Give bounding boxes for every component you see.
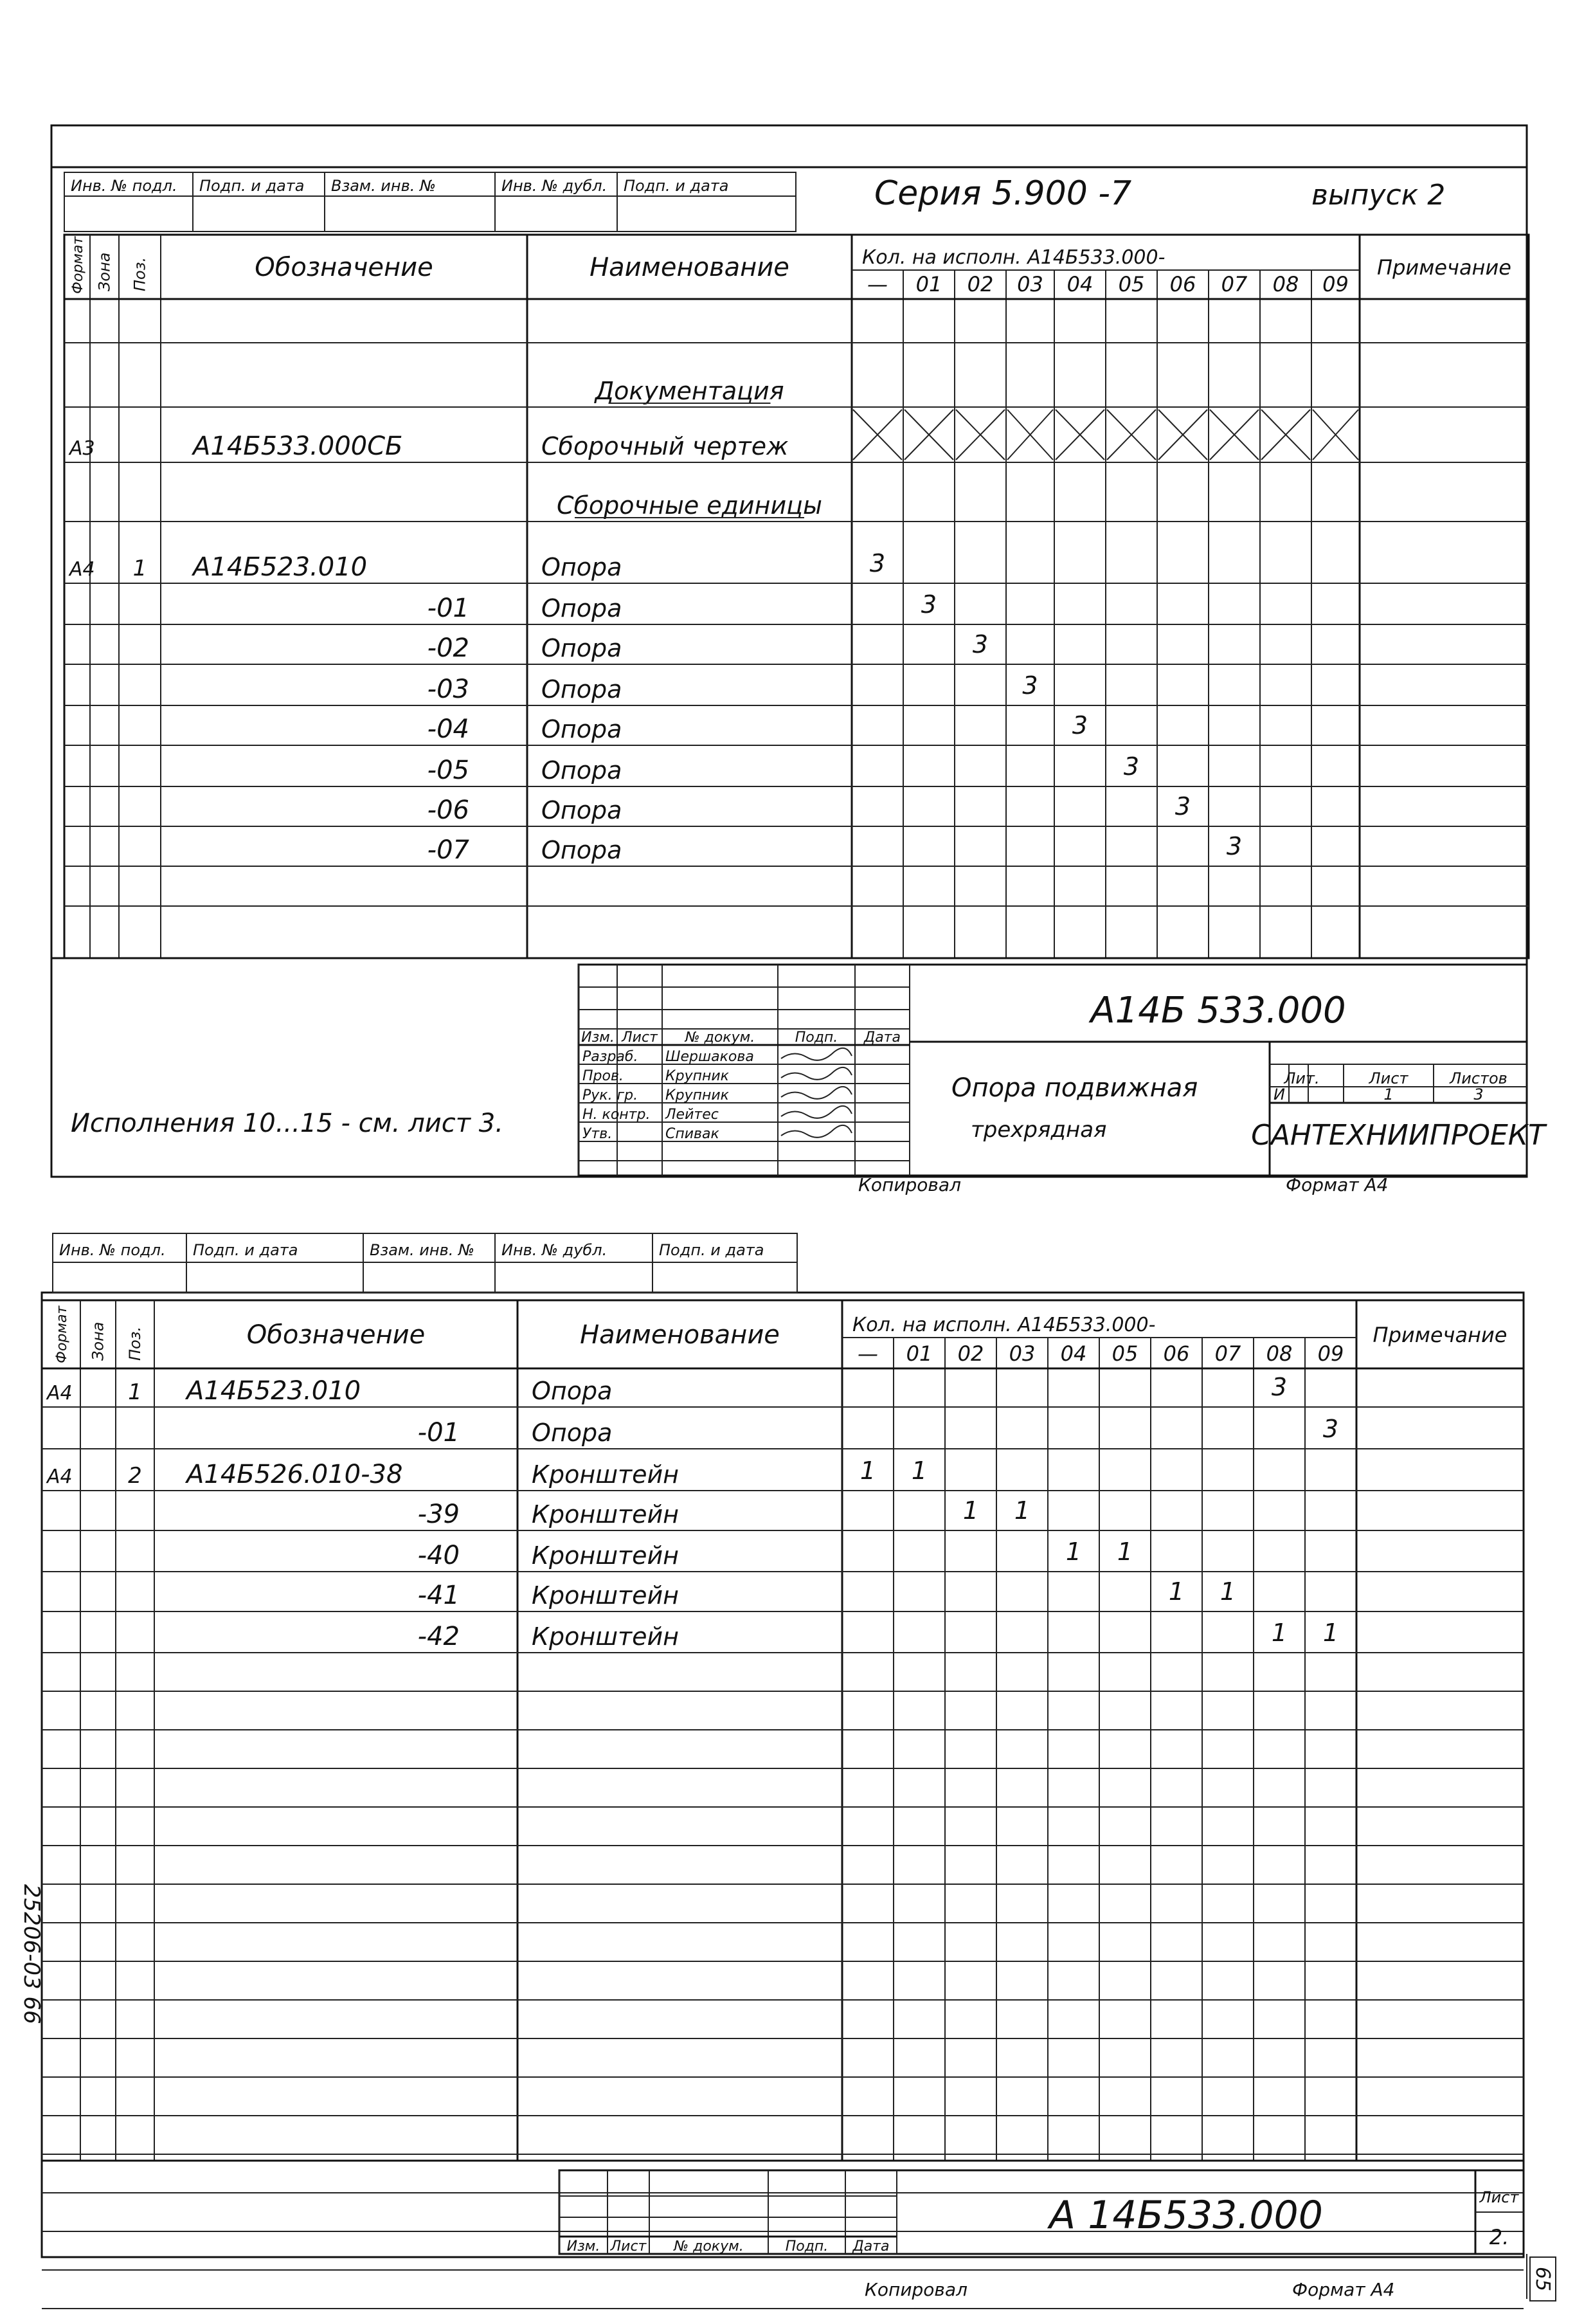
qty-cell: 1 xyxy=(962,1496,979,1525)
signer-role: Рук. гр. xyxy=(582,1087,638,1103)
rev-header: Дата xyxy=(864,1030,901,1046)
cell-name: Опора xyxy=(541,796,622,824)
cell-designation: -42 xyxy=(417,1622,460,1651)
sheet-2-frame xyxy=(42,1293,1524,2257)
col-header-designation: Обозначение xyxy=(246,1320,426,1350)
qty-cell: 1 xyxy=(1271,1619,1288,1647)
sheet-value: 1 xyxy=(1383,1085,1394,1103)
variant-label: 01 xyxy=(906,1341,933,1366)
cell-pos: 2 xyxy=(128,1463,142,1489)
cell-name: Опора xyxy=(541,553,622,581)
qty-cross-mark xyxy=(1261,410,1310,460)
signature xyxy=(781,1125,852,1138)
qty-cell: 3 xyxy=(972,630,989,658)
stamp-header: Подп. и дата xyxy=(624,177,729,195)
stamp-header: Инв. № подл. xyxy=(59,1241,166,1259)
rev-header: Лист xyxy=(610,2238,647,2255)
cell-designation: -39 xyxy=(417,1500,460,1529)
stamp-header: Подп. и дата xyxy=(659,1241,764,1259)
col-header-qty: Кол. на исполн. А14Б533.000- xyxy=(862,246,1166,269)
col-header-zone: Зона xyxy=(89,1321,107,1361)
qty-cell: 1 xyxy=(1014,1496,1030,1525)
section-heading: Сборочные единицы xyxy=(556,491,823,520)
doc-number: А14Б 533.000 xyxy=(1090,990,1346,1031)
stamp-header: Подп. и дата xyxy=(199,177,305,195)
col-header-zone: Зона xyxy=(95,252,114,291)
qty-cross-mark xyxy=(1056,410,1104,460)
doc-number: А 14Б533.000 xyxy=(1049,2193,1323,2238)
variant-label: 02 xyxy=(957,1341,984,1366)
cell-designation: -41 xyxy=(417,1581,460,1610)
qty-cell: 1 xyxy=(911,1457,928,1485)
cell-name: Опора xyxy=(541,715,622,743)
rev-header: Дата xyxy=(852,2238,890,2255)
rev-header: Подп. xyxy=(785,2238,829,2255)
signer-name: Шершакова xyxy=(665,1049,754,1065)
qty-cross-mark xyxy=(1007,410,1053,460)
stamp-header: Инв. № дубл. xyxy=(501,1241,608,1259)
cell-name: Кронштейн xyxy=(532,1460,680,1489)
qty-cell: 3 xyxy=(1022,671,1038,700)
cell-designation: -04 xyxy=(427,714,469,744)
col-header-format: Формат xyxy=(70,236,86,294)
footer-copied: Копировал xyxy=(858,1174,961,1195)
col-header-name: Наименование xyxy=(590,253,789,282)
stamp-header: Инв. № дубл. xyxy=(501,177,608,195)
qty-cell: 3 xyxy=(869,549,886,577)
variant-label: 07 xyxy=(1221,272,1248,296)
cell-designation: -01 xyxy=(427,594,469,623)
organization: САНТЕХНИИПРОЕКТ xyxy=(1251,1119,1545,1152)
signer-role: Разраб. xyxy=(582,1049,638,1065)
cell-pos: 1 xyxy=(128,1379,142,1405)
cell-designation: -03 xyxy=(427,675,469,704)
doc-title-line2: трехрядная xyxy=(971,1117,1107,1143)
qty-cell: 1 xyxy=(1065,1538,1082,1566)
qty-cross-mark xyxy=(1158,410,1207,460)
margin-stamp: 25206-03 66 xyxy=(19,1884,44,2024)
qty-cell: 3 xyxy=(1271,1373,1288,1401)
variant-label: 01 xyxy=(915,272,942,296)
series-label: Серия 5.900 -7 xyxy=(874,174,1132,213)
cell-name: Кронштейн xyxy=(532,1541,680,1570)
footer-format: Формат А4 xyxy=(1286,1174,1389,1195)
cell-format: А3 xyxy=(69,437,95,460)
cell-name: Опора xyxy=(532,1419,613,1447)
qty-cross-mark xyxy=(1313,410,1358,460)
cell-name: Кронштейн xyxy=(532,1622,680,1651)
variant-label: 05 xyxy=(1118,272,1145,296)
signer-role: Утв. xyxy=(582,1126,613,1142)
footer-format: Формат А4 xyxy=(1292,2279,1395,2300)
signature xyxy=(781,1106,852,1118)
rev-header: Лист xyxy=(622,1030,658,1046)
cell-name: Опора xyxy=(541,594,622,622)
cell-name: Опора xyxy=(541,675,622,704)
cell-designation: -05 xyxy=(427,756,469,785)
doc-title-line1: Опора подвижная xyxy=(951,1073,1198,1103)
col-header-qty: Кол. на исполн. А14Б533.000- xyxy=(852,1314,1156,1336)
col-header-designation: Обозначение xyxy=(255,253,433,282)
stamp-header: Подп. и дата xyxy=(193,1241,298,1259)
variant-label: 03 xyxy=(1009,1341,1036,1366)
variant-label: 02 xyxy=(967,272,994,296)
cell-name: Кронштейн xyxy=(532,1581,680,1610)
lit-value: И xyxy=(1274,1085,1285,1103)
cell-format: А4 xyxy=(69,558,95,581)
variant-label: 09 xyxy=(1322,272,1349,296)
variant-label: 08 xyxy=(1272,272,1299,296)
signer-name: Крупник xyxy=(665,1087,729,1103)
cell-designation: А14Б526.010-38 xyxy=(186,1460,403,1489)
cell-format: А4 xyxy=(47,1382,73,1404)
sheet-1-top-stamp xyxy=(64,172,796,231)
signature xyxy=(781,1048,852,1060)
cell-name: Опора xyxy=(532,1377,613,1405)
signature xyxy=(781,1087,852,1099)
sheet-label: Лист xyxy=(1369,1069,1408,1087)
variant-label: — xyxy=(867,272,888,296)
variant-label: 04 xyxy=(1060,1341,1087,1366)
lit-label: Лит. xyxy=(1284,1069,1320,1087)
col-header-note: Примечание xyxy=(1372,1323,1508,1347)
rev-header: Изм. xyxy=(581,1030,615,1046)
qty-cross-mark xyxy=(905,410,953,460)
sheet-1-note: Исполнения 10...15 - см. лист 3. xyxy=(71,1109,503,1138)
qty-cross-mark xyxy=(1210,410,1259,460)
cell-format: А4 xyxy=(47,1466,73,1488)
page-number: 65 xyxy=(1531,2267,1554,2292)
cell-pos: 1 xyxy=(132,556,147,581)
col-header-pos: Поз. xyxy=(126,1326,144,1361)
cell-name: Опора xyxy=(541,756,622,785)
qty-cross-mark xyxy=(853,410,902,460)
section-heading: Документация xyxy=(595,377,784,405)
variant-label: 05 xyxy=(1112,1341,1138,1366)
variant-label: — xyxy=(858,1341,878,1366)
cell-designation: -07 xyxy=(427,835,469,865)
variant-label: 06 xyxy=(1163,1341,1190,1366)
variant-label: 09 xyxy=(1317,1341,1344,1366)
signer-name: Спивак xyxy=(665,1126,719,1142)
variant-label: 04 xyxy=(1066,272,1094,296)
cell-name: Сборочный чертеж xyxy=(541,432,789,460)
col-header-pos: Поз. xyxy=(130,257,149,291)
qty-cell: 1 xyxy=(1168,1577,1185,1606)
cell-name: Опора xyxy=(541,836,622,864)
qty-cell: 3 xyxy=(1123,752,1140,781)
stamp-header: Взам. инв. № xyxy=(331,177,436,195)
cell-name: Опора xyxy=(541,634,622,662)
sheet-value: 2. xyxy=(1489,2225,1509,2249)
sheet-1-title-block xyxy=(579,965,1547,1176)
stamp-header: Взам. инв. № xyxy=(370,1241,474,1259)
signer-name: Лейтес xyxy=(665,1107,719,1123)
qty-cell: 1 xyxy=(1322,1619,1339,1647)
stamp-header: Инв. № подл. xyxy=(71,177,177,195)
sheet-2-top-stamp xyxy=(53,1233,797,1293)
signature xyxy=(781,1067,852,1080)
col-header-name: Наименование xyxy=(580,1320,780,1350)
qty-cell: 3 xyxy=(921,590,937,619)
qty-cell: 3 xyxy=(1072,711,1088,740)
signer-role: Н. контр. xyxy=(582,1107,651,1123)
cell-designation: -40 xyxy=(417,1541,460,1570)
cell-designation: А14Б533.000СБ xyxy=(193,431,403,461)
col-header-note: Примечание xyxy=(1377,255,1511,280)
footer-copied: Копировал xyxy=(865,2279,968,2300)
qty-cell: 3 xyxy=(1174,792,1191,821)
cell-designation: А14Б523.010 xyxy=(193,552,368,582)
rev-header: № докум. xyxy=(685,1030,755,1046)
qty-cell: 1 xyxy=(1117,1538,1133,1566)
variant-label: 03 xyxy=(1017,272,1043,296)
signer-name: Крупник xyxy=(665,1068,729,1084)
rev-header: № докум. xyxy=(674,2238,744,2255)
variant-label: 06 xyxy=(1169,272,1196,296)
qty-cross-mark xyxy=(956,410,1005,460)
cell-designation: -06 xyxy=(427,795,469,825)
sheet-label: Лист xyxy=(1479,2188,1519,2206)
qty-cell: 1 xyxy=(860,1457,876,1485)
variant-label: 07 xyxy=(1214,1341,1241,1366)
qty-cell: 3 xyxy=(1322,1415,1339,1443)
qty-cell: 3 xyxy=(1226,832,1243,860)
rev-header: Изм. xyxy=(566,2238,600,2255)
col-header-format: Формат xyxy=(54,1305,70,1363)
sheet-1 xyxy=(51,125,1547,1195)
sheet-1-spec-table xyxy=(51,235,1529,958)
sheets-label: Листов xyxy=(1450,1069,1508,1087)
signer-role: Пров. xyxy=(582,1068,624,1084)
variant-label: 08 xyxy=(1266,1341,1293,1366)
cell-designation: -01 xyxy=(417,1418,460,1448)
qty-cell: 1 xyxy=(1220,1577,1236,1606)
cell-designation: А14Б523.010 xyxy=(186,1376,361,1406)
cell-designation: -02 xyxy=(427,633,469,663)
sheet-2 xyxy=(42,1233,1524,2324)
sheets-value: 3 xyxy=(1473,1085,1484,1103)
qty-cross-mark xyxy=(1107,410,1156,460)
sheet-2-title-block xyxy=(42,2161,1524,2255)
cell-name: Кронштейн xyxy=(532,1500,680,1529)
rev-header: Подп. xyxy=(795,1030,838,1046)
issue-label: выпуск 2 xyxy=(1311,179,1446,212)
